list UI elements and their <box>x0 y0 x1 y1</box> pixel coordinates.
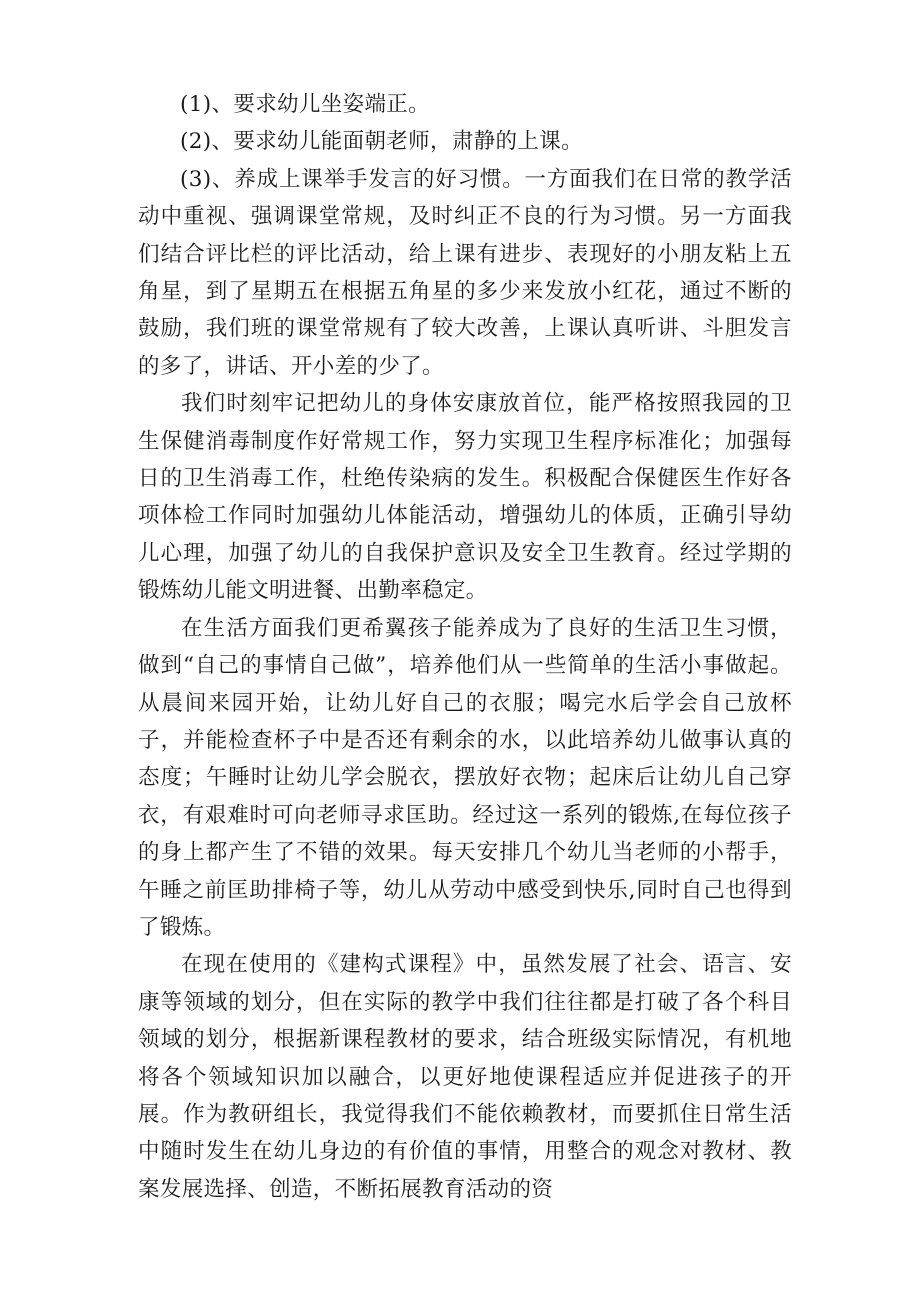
paragraph-health: 我们时刻牢记把幼儿的身体安康放首位，能严格按照我园的卫生保健消毒制度作好常规工作，努力实现卫生程序标准化；加强每日的卫生消毒工作，杜绝传染病的发生。积极配合保健医生作好各项体检工作同时加强幼儿体能活动，增强幼儿的体质，正确引导幼儿心理，加强了幼儿的自我保护意识及安全卫生教育。经过学期的锻炼幼儿能文明进餐、出勤率稳定。 <box>138 391 792 604</box>
list-item-1: (1)、要求幼儿坐姿端正。 <box>180 92 431 117</box>
document-body <box>138 86 792 1208</box>
paragraph-curriculum: 在现在使用的《建构式课程》中，虽然发展了社会、语言、安康等领域的划分，但在实际的教学中我们往往都是打破了各个科目领域的划分，根据新课程教材的要求，结合班级实际情况，有机地将各个领域知识加以融合，以更好地使课程适应并促进孩子的开展。作为教研组长，我觉得我们不能依赖教材，而要抓住日常生活中随时发生在幼儿身边的有价值的事情，用整合的观念对教材、教案发展选择、创造，不断拓展教育活动的资 <box>138 952 792 1202</box>
paragraph-life-habits: 在生活方面我们更希翼孩子能养成为了良好的生活卫生习惯，做到“自己的事情自己做”，培养他们从一些简单的生活小事做起。从晨间来园开始，让幼儿好自己的衣服；喝完水后学会自己放杯子，并能检查杯子中是否还有剩余的水，以此培养幼儿做事认真的态度；午睡时让幼儿学会脱衣，摆放好衣物；起床后让幼儿自己穿衣，有艰难时可向老师寻求匡助。经过这一系列的锻炼,在每位孩子的身上都产生了不错的效果。每天安排几个幼儿当老师的小帮手，午睡之前匡助排椅子等，幼儿从劳动中感受到快乐,同时自己也得到了锻炼。 <box>138 615 792 940</box>
list-item-2: (2)、要求幼儿能面朝老师，肃静的上课。 <box>180 129 583 155</box>
list-item-3: (3)、养成上课举手发言的好习惯。一方面我们在日常的教学活动中重视、强调课堂常规，及时纠正不良的行为习惯。另一方面我们结合评比栏的评比活动，给上课有进步、表现好的小朋友粘上五角星，到了星期五在根据五角星的多少来发放小红花，通过不断的鼓励，我们班的课堂常规有了较大改善，上课认真听讲、斗胆发言的多了，讲话、开小差的少了。 <box>138 166 792 379</box>
